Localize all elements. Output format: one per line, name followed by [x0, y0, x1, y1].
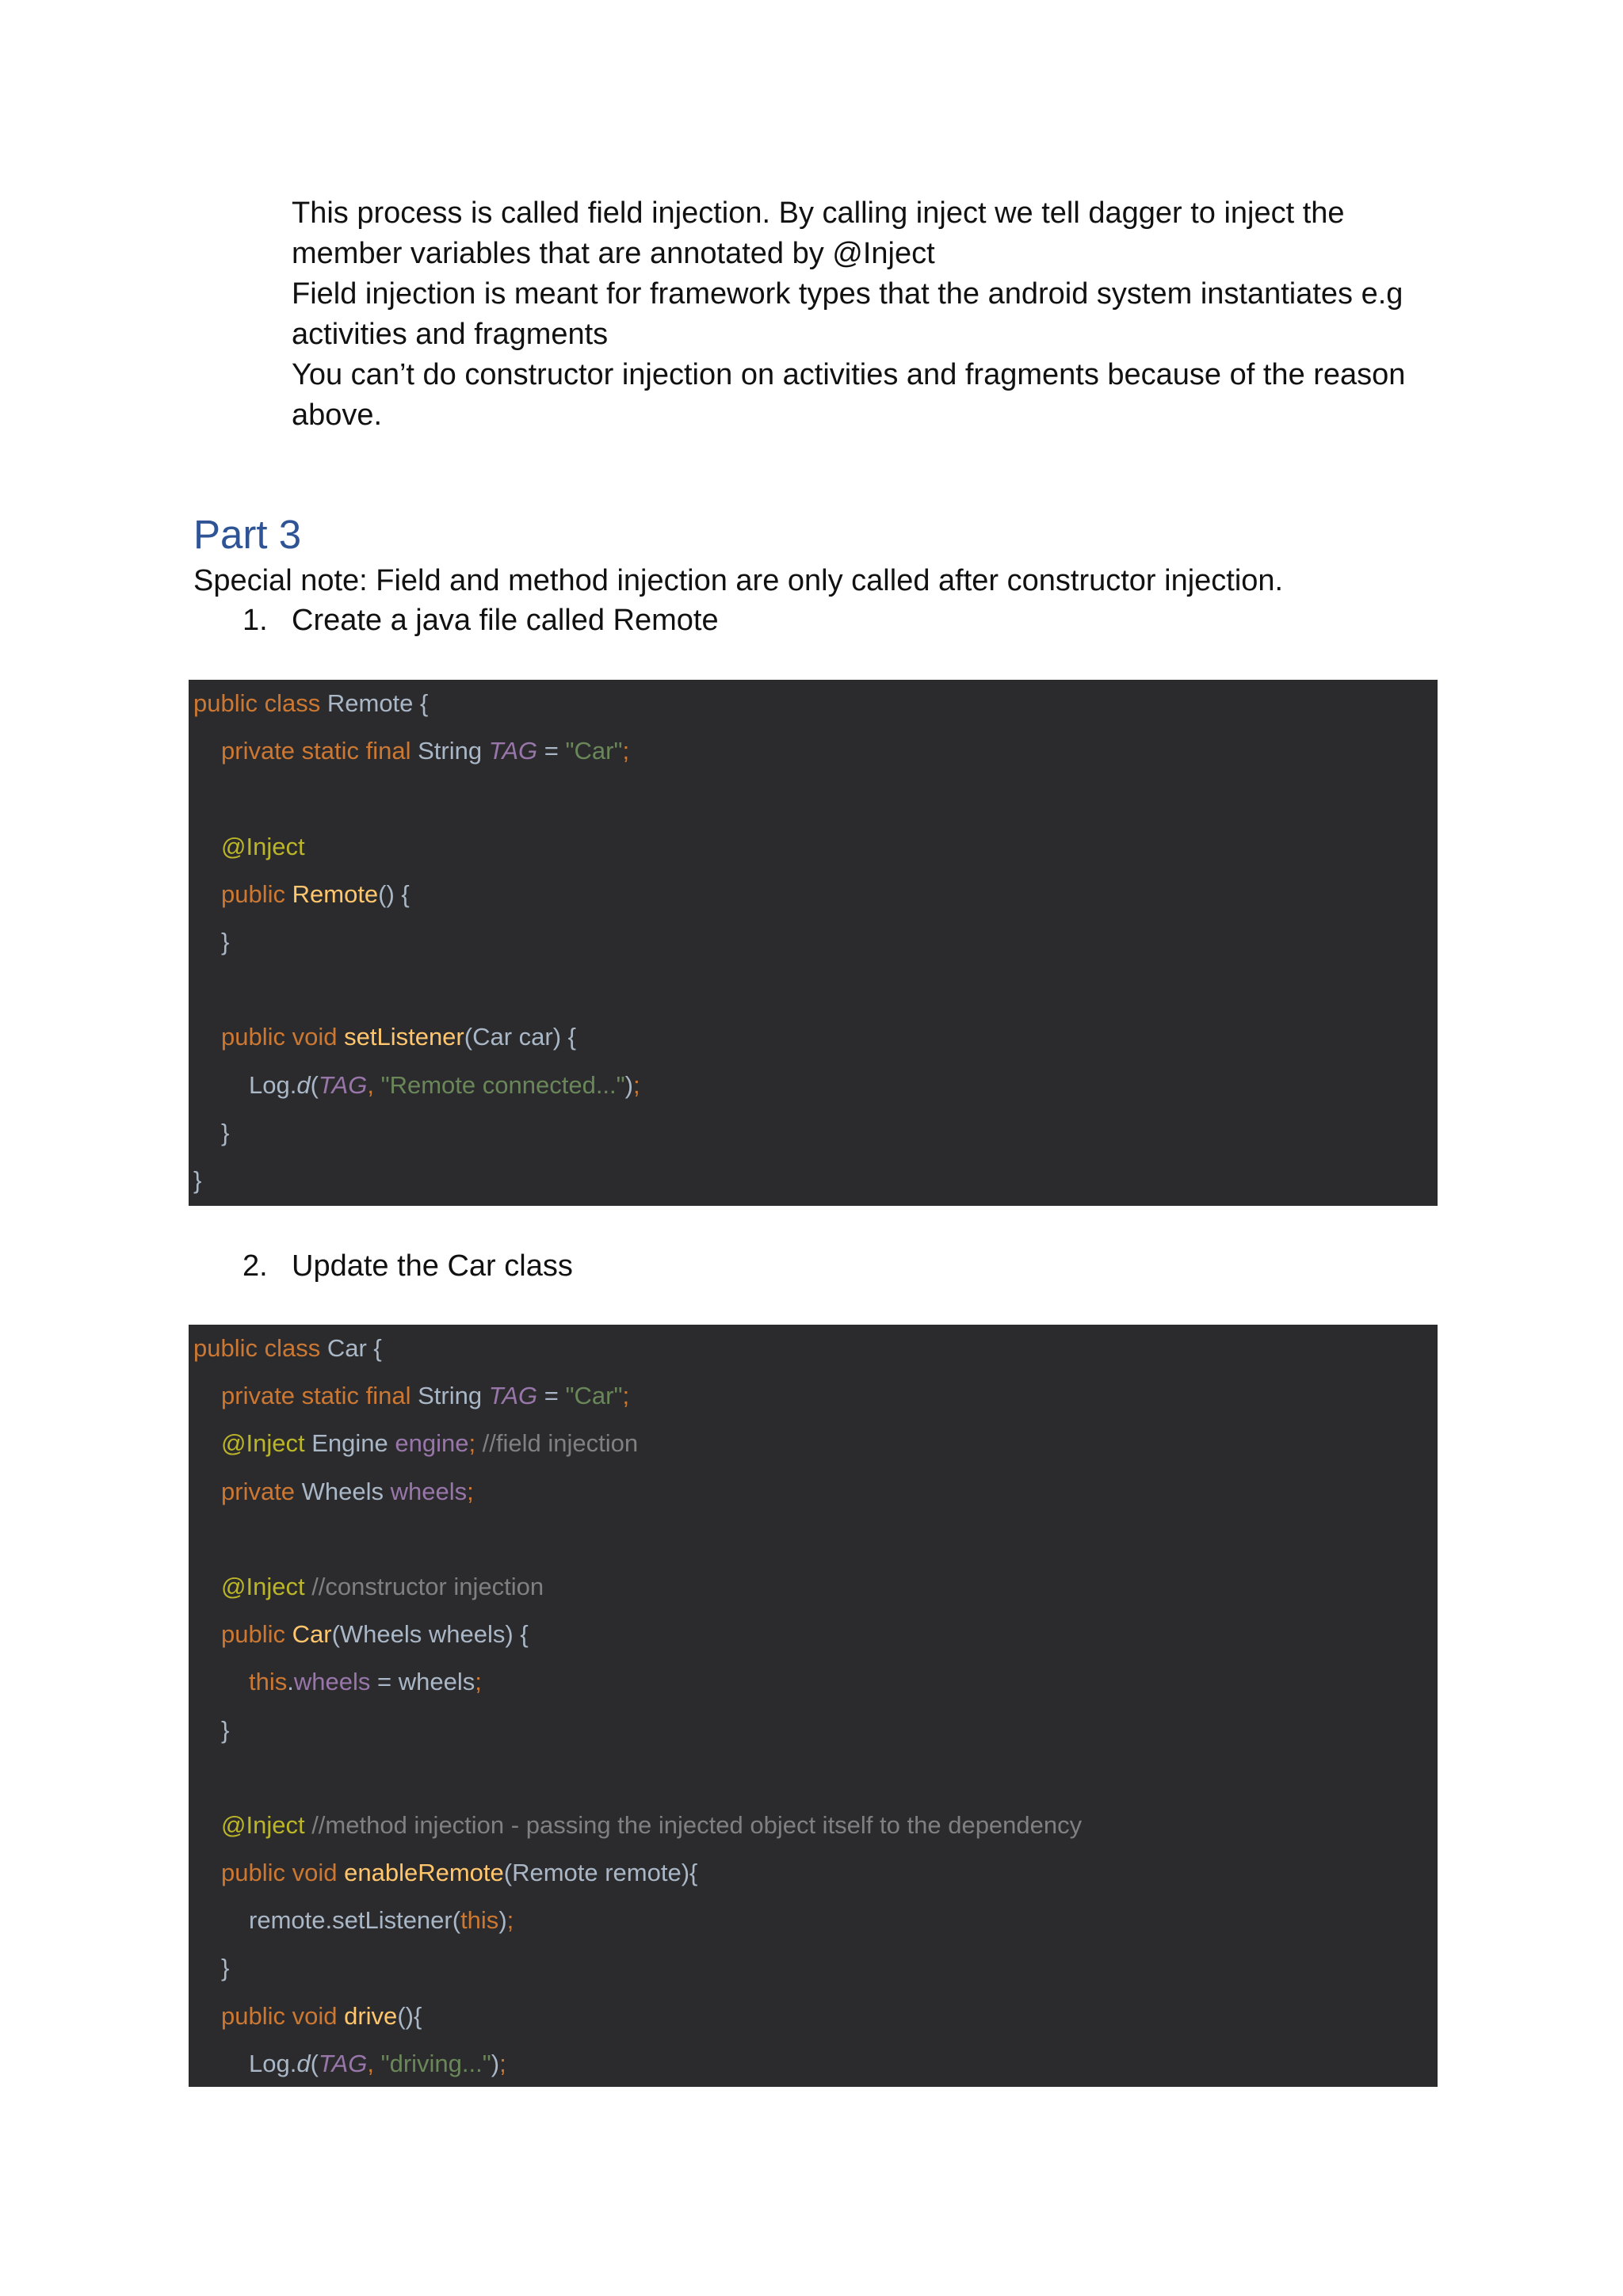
intro-line: You can’t do constructor injection on activities and fragments because of the reason: [292, 358, 1406, 391]
code-token: remote.setListener(: [249, 1906, 461, 1935]
code-line: [189, 2040, 1438, 2088]
code-token: drive: [344, 2001, 398, 2030]
code-token: Engine: [304, 1429, 395, 1458]
code-token: public class: [193, 689, 321, 717]
code-line: [189, 1944, 1438, 1992]
code-token: (Wheels wheels) {: [331, 1620, 529, 1649]
code-line: [189, 1325, 1438, 1372]
code-token: String: [411, 1382, 489, 1410]
code-token: setListener: [344, 1023, 464, 1051]
intro-line: This process is called field injection. By calling inject we tell dagger to inject the: [292, 196, 1345, 230]
list-item: [242, 1246, 573, 1287]
code-token: private static final: [221, 737, 411, 765]
code-line: [189, 1157, 1438, 1204]
code-line: [189, 680, 1438, 727]
list-text: Update the Car class: [292, 1249, 573, 1283]
intro-line: member variables that are annotated by @Inject: [292, 237, 935, 270]
intro-line: Field injection is meant for framework types that the android system instantiates e.g: [292, 277, 1403, 311]
code-token: public void: [221, 1859, 338, 1887]
code-token: ;: [506, 1906, 514, 1935]
code-token: this: [460, 1906, 499, 1935]
code-line: [189, 1658, 1438, 1706]
code-token: public: [221, 879, 285, 908]
section-heading: Part 3: [193, 512, 302, 557]
code-token: TAG: [488, 1382, 538, 1410]
intro-line: above.: [292, 399, 383, 432]
code-token: (Remote remote){: [503, 1859, 698, 1887]
code-line: [189, 1897, 1438, 1944]
code-token: public void: [221, 1023, 338, 1051]
code-token: //field injection: [475, 1429, 639, 1458]
code-token: }: [221, 927, 230, 955]
code-token: d: [296, 2049, 311, 2077]
code-token: }: [221, 1954, 230, 1982]
code-token: ;: [475, 1668, 482, 1696]
list-number: 1.: [242, 604, 268, 637]
code-token: ): [498, 1906, 507, 1935]
code-token: (){: [397, 2001, 422, 2030]
intro-line: activities and fragments: [292, 318, 609, 351]
code-line: [189, 1993, 1438, 2040]
code-token: ;: [632, 1070, 640, 1099]
code-line: [189, 1062, 1438, 1109]
code-token: private: [221, 1477, 296, 1505]
code-token: [337, 1859, 344, 1886]
code-token: "driving...": [380, 2049, 491, 2077]
code-token: =: [537, 1382, 566, 1410]
code-token: d: [296, 1070, 311, 1099]
code-token: ;: [622, 1382, 630, 1410]
code-line-blank: [189, 1754, 1438, 1802]
code-token: Wheels: [295, 1477, 391, 1505]
code-block-car: [189, 1325, 1438, 2087]
code-line-blank: [189, 775, 1438, 822]
code-line: [189, 1372, 1438, 1420]
code-line: [189, 1611, 1438, 1658]
list-number: 2.: [242, 1249, 268, 1283]
code-token: engine: [395, 1429, 469, 1458]
code-token: [337, 1023, 344, 1051]
code-token: wheels: [390, 1477, 468, 1505]
code-token: public class: [193, 1334, 321, 1362]
code-token: ): [491, 2049, 500, 2077]
code-line: [189, 823, 1438, 871]
code-token: [337, 2002, 344, 2030]
code-token: }: [193, 1165, 202, 1194]
code-token: public: [221, 1620, 285, 1649]
code-token: ;: [467, 1477, 474, 1505]
code-block-remote: [189, 680, 1438, 1206]
code-token: }: [221, 1118, 230, 1146]
list-item: [242, 601, 719, 641]
special-note: Special note: Field and method injection are only called after constructor injection.: [193, 564, 1284, 597]
code-token: Car: [292, 1620, 332, 1649]
intro-paragraph: [292, 193, 1449, 436]
code-token: Log.: [249, 2049, 297, 2077]
code-token: .: [287, 1668, 294, 1696]
code-token: ): [624, 1070, 633, 1099]
code-line: [189, 1420, 1438, 1467]
code-token: ;: [499, 2049, 506, 2077]
code-token: //constructor injection: [304, 1572, 544, 1600]
code-token: ;: [622, 737, 630, 765]
code-token: //method injection - passing the injected object itself to the dependency: [304, 1810, 1083, 1839]
code-line-blank: [189, 1516, 1438, 1563]
code-line: [189, 1109, 1438, 1157]
code-token: }: [221, 1715, 230, 1744]
code-token: ,: [367, 1070, 381, 1099]
code-token: Car {: [320, 1334, 382, 1362]
code-token: enableRemote: [344, 1859, 504, 1887]
code-token: String: [411, 737, 489, 765]
code-token: @Inject: [221, 1810, 305, 1839]
code-line: [189, 1802, 1438, 1849]
code-token: TAG: [318, 1070, 368, 1099]
code-token: private static final: [221, 1382, 411, 1410]
code-token: @Inject: [221, 1572, 305, 1600]
code-line: [189, 1849, 1438, 1897]
code-token: ,: [367, 2049, 381, 2077]
code-token: () {: [378, 879, 410, 908]
code-line: [189, 1707, 1438, 1754]
code-token: "Car": [565, 1382, 623, 1410]
code-token: TAG: [488, 737, 538, 765]
code-token: (Car car) {: [464, 1023, 576, 1051]
code-token: Log.: [249, 1070, 297, 1099]
code-token: =: [537, 737, 566, 765]
code-line: [189, 727, 1438, 775]
code-token: @Inject: [221, 832, 305, 860]
code-token: "Remote connected...": [380, 1070, 625, 1099]
code-token: [285, 880, 292, 908]
code-token: "Car": [565, 737, 623, 765]
code-token: TAG: [318, 2049, 368, 2077]
code-token: wheels: [293, 1668, 371, 1696]
code-token: Remote: [292, 879, 379, 908]
code-line: [189, 1468, 1438, 1516]
code-line: [189, 1563, 1438, 1611]
code-token: = wheels: [370, 1668, 475, 1696]
code-token: Remote {: [320, 689, 429, 717]
code-token: public void: [221, 2001, 338, 2030]
code-line: [189, 918, 1438, 966]
code-token: this: [249, 1668, 288, 1696]
code-line: [189, 871, 1438, 918]
code-token: [285, 1620, 292, 1648]
code-token: (: [310, 2049, 319, 2077]
code-token: @Inject: [221, 1429, 305, 1458]
code-line: [189, 1013, 1438, 1061]
code-line-blank: [189, 966, 1438, 1013]
list-text: Create a java file called Remote: [292, 604, 719, 637]
code-token: ;: [468, 1429, 476, 1458]
code-token: (: [310, 1070, 319, 1099]
